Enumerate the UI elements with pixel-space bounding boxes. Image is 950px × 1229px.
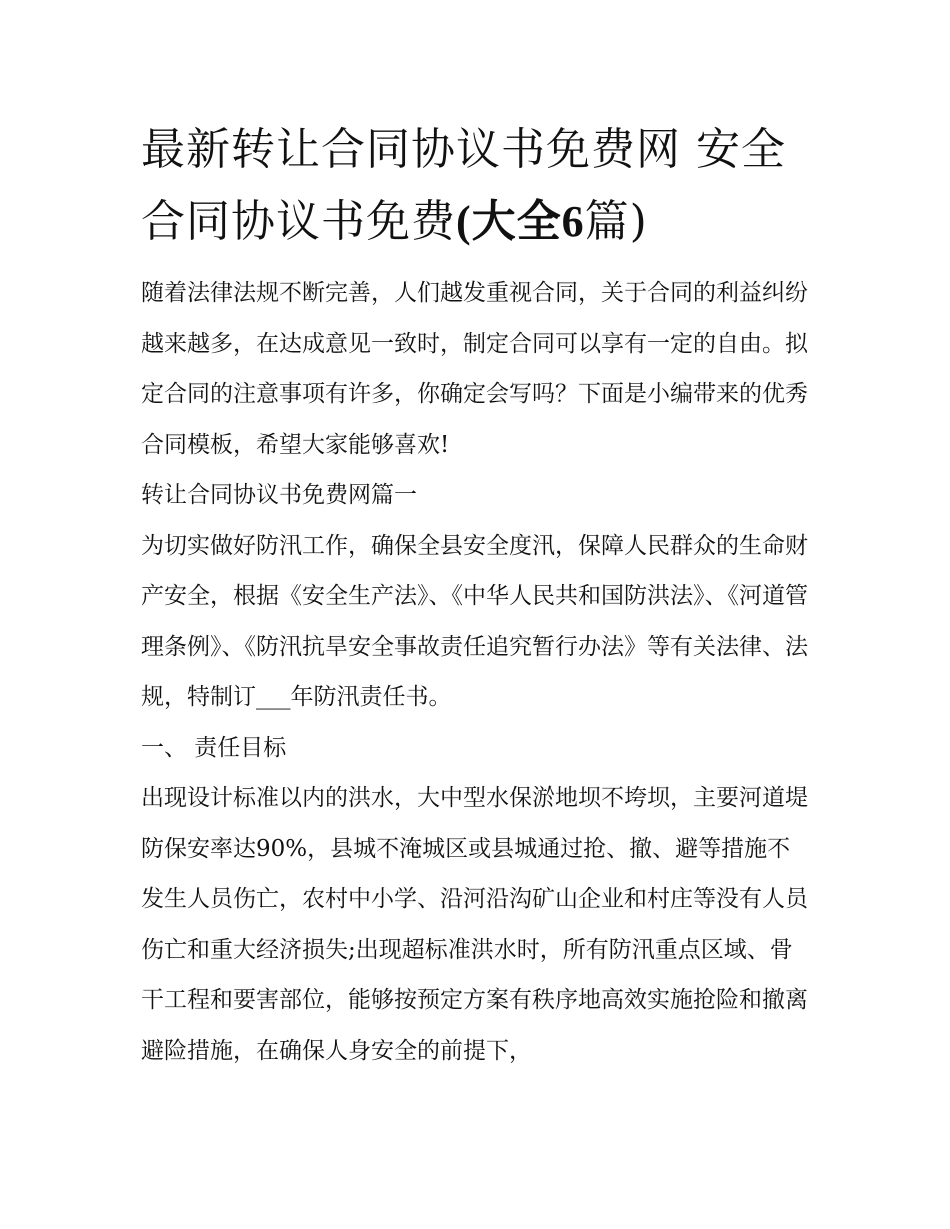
title-text-end: 篇) [584, 196, 648, 247]
document-page [141, 114, 813, 1076]
section-paragraph-2: 出现设计标准以内的洪水，大中型水保淤地坝不垮坝，主要河道堤防保安率达90%，县城不淹城区或县城通过抢、撤、避等措施不发生人员伤亡，农村中小学、沿河沿沟矿山企业和村庄等没有人员伤亡和重大经济损失;出现超标准洪水时，所有防汛重点区域、骨干工程和要害部位，能够按预定方案有秩序地高效实施抢险和撤离避险措施，在确保人身安全的前提下， [141, 785, 808, 1064]
title-number: 6 [561, 197, 585, 246]
section-paragraph-1: 为切实做好防汛工作，确保全县安全度汛，保障人民群众的生命财产安全，根据《安全生产法》、《中华人民共和国防洪法》、《河道管理条例》、《防汛抗旱安全事故责任追究暂行办法》等有关法律、法规，特制订___年防汛责任书。 [141, 532, 808, 710]
section-heading: 转让合同协议书免费网篇一 [141, 482, 417, 508]
intro-paragraph: 随着法律法规不断完善，人们越发重视合同，关于合同的利益纠纷越来越多，在达成意见一致时，制定合同可以享有一定的自由。拟定合同的注意事项有许多，你确定会写吗？下面是小编带来的优秀合同模板，希望大家能够喜欢! [141, 280, 808, 458]
document-title [141, 114, 813, 258]
title-text-main: 最新转让合同协议书免费网 安全合同协议书免费 [141, 124, 786, 247]
section-subheading: 一、 责任目标 [141, 734, 287, 761]
title-text-paren: (大全 [456, 197, 562, 246]
